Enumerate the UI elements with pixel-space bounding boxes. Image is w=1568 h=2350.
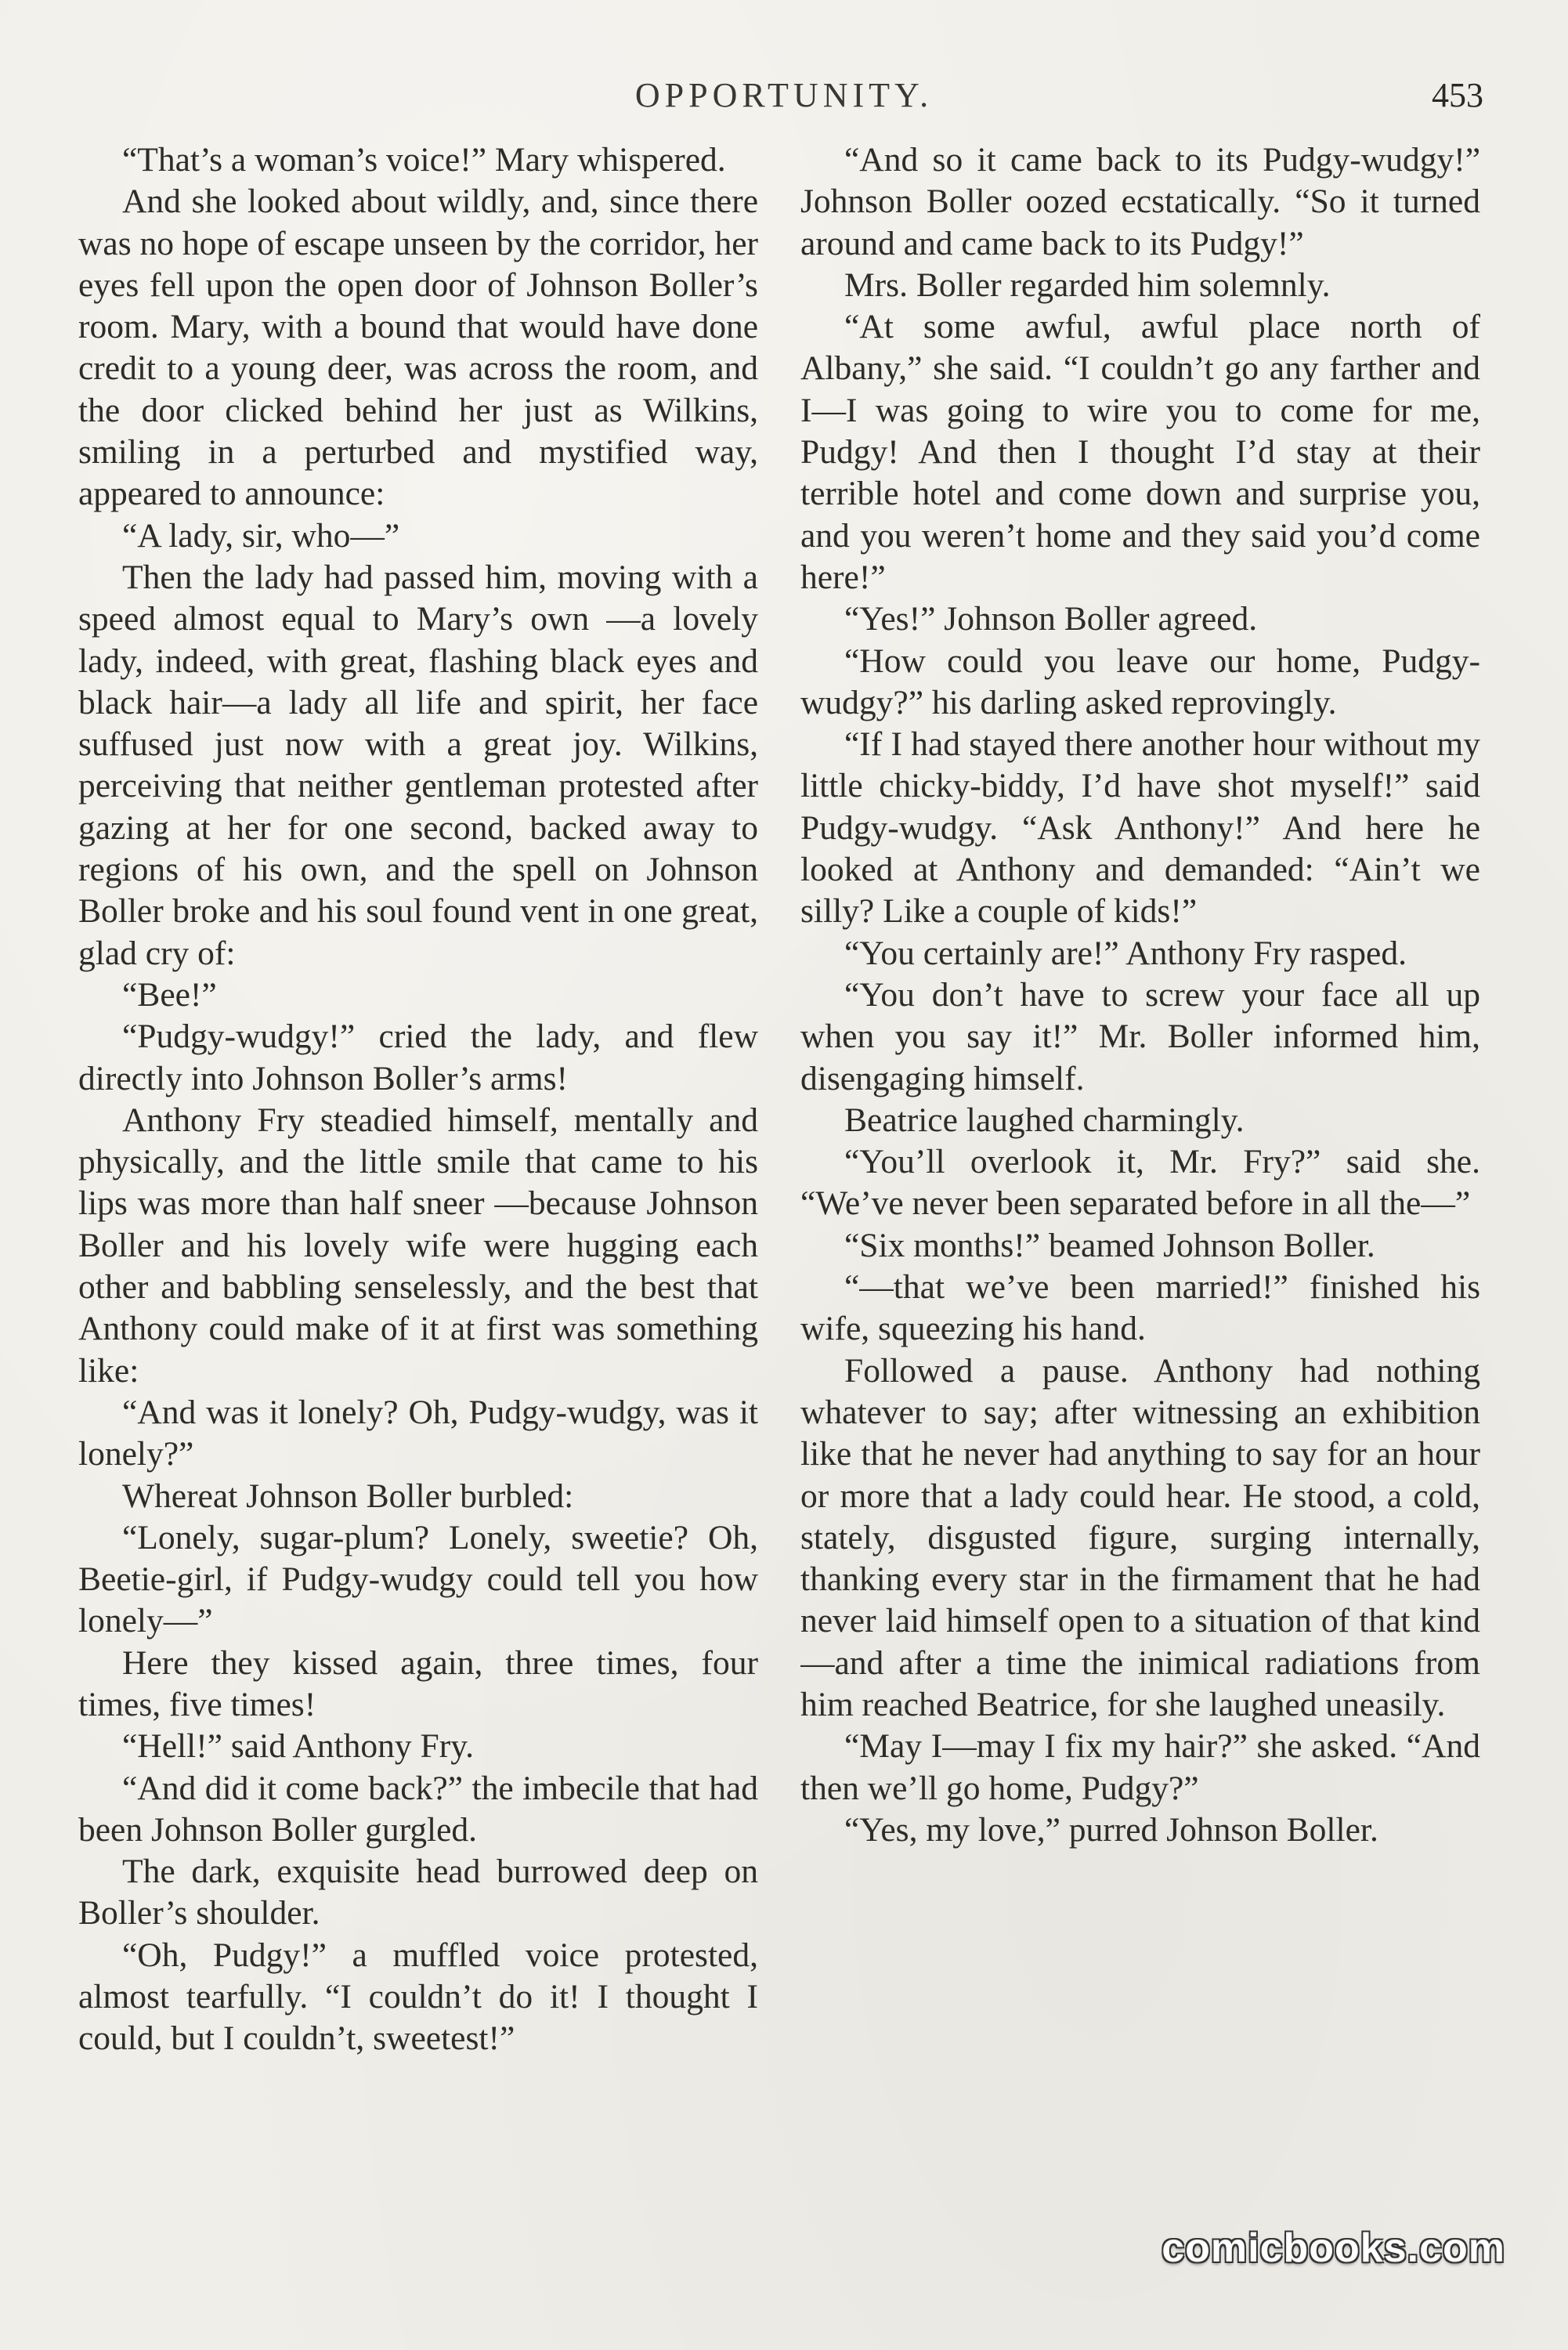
paragraph: “Hell!” said Anthony Fry. (122, 1727, 475, 1766)
paragraph: Beatrice laughed charmingly. (844, 1101, 1245, 1139)
right-text-column (800, 139, 1480, 2270)
paragraph: “You’ll overlook it, Mr. Fry?” said she. “We’ve never been separated before in all the—” (800, 1143, 1480, 1223)
paragraph: “—that we’ve been married!” finished his wife, squeezing his hand. (800, 1268, 1480, 1348)
paragraph: The dark, exquisite head burrowed deep on Boller’s shoulder. (78, 1853, 758, 1932)
paragraph: “Bee!” (122, 975, 217, 1014)
paragraph: “You certainly are!” Anthony Fry rasped. (844, 934, 1407, 972)
page-number: 453 (1432, 76, 1483, 114)
paragraph: Followed a pause. Anthony had nothing whatever to say; after witnessing an exhibition like that he never had anything to say for an hour or more that a lady could hear. He stood, a cold, stately, disgusted figure, surging internally, thanking every star in the firmament that he had never laid himself open to a situation of that kind—and after a time the inimical radiations from him reached Beatrice, for she laughed uneasily. (800, 1351, 1480, 1723)
paragraph: “Pudgy-wudgy!” cried the lady, and flew directly into Johnson Boller’s arms! (78, 1018, 758, 1097)
paragraph: “That’s a woman’s voice!” Mary whispered. (122, 141, 726, 179)
paragraph: “And was it lonely? Oh, Pudgy-wudgy, was it lonely?” (78, 1393, 758, 1473)
paragraph: Mrs. Boller regarded him solemnly. (844, 266, 1331, 304)
paragraph: “Lonely, sugar-plum? Lonely, sweetie? Oh, Beetie-girl, if Pudgy-wudgy could tell you how lonely—” (78, 1518, 758, 1640)
paragraph: “Six months!” beamed Johnson Boller. (844, 1226, 1375, 1264)
paragraph: “Yes, my love,” purred Johnson Boller. (844, 1810, 1378, 1849)
paragraph: Here they kissed again, three times, four times, five times! (78, 1643, 758, 1723)
paragraph: “Oh, Pudgy!” a muffled voice protested, almost tearfully. “I couldn’t do it! I thought I could, but I couldn’t, sweetest!” (78, 1936, 758, 2058)
paragraph: “You don’t have to screw your face all up when you say it!” Mr. Boller informed him, disengaging himself. (800, 975, 1480, 1097)
left-text-column (78, 139, 758, 2270)
running-head (0, 75, 1568, 122)
paragraph: “If I had stayed there another hour without my little chicky-biddy, I’d have shot myself!” said Pudgy-wudgy. “Ask Anthony!” And here he looked at Anthony and demanded: “Ain’t we silly? Like a couple of kids!” (800, 725, 1480, 931)
paragraph: Anthony Fry steadied himself, mentally and physically, and the little smile that came to his lips was more than half sneer —because Johnson Boller and his lovely wife were hugging each other and babbling senselessly, and the best that Anthony could make of it at first was something like: (78, 1101, 758, 1390)
paragraph: “May I—may I fix my hair?” she asked. “And then we’ll go home, Pudgy?” (800, 1727, 1480, 1807)
paragraph: “Yes!” Johnson Boller agreed. (844, 600, 1258, 638)
paragraph: “And so it came back to its Pudgy-wudgy!” Johnson Boller oozed ecstatically. “So it turned around and came back to its Pudgy!” (800, 141, 1480, 262)
watermark: comicbooks.com (1162, 2225, 1505, 2271)
paragraph: And she looked about wildly, and, since there was no hope of escape unseen by the corridor, her eyes fell upon the open door of Johnson Boller’s room. Mary, with a bound that would have done credit to a young deer, was across the room, and the door clicked behind her just as Wilkins, smiling in a perturbed and mystified way, appeared to announce: (78, 183, 758, 513)
running-title: OPPORTUNITY. (634, 76, 934, 114)
paragraph: “At some awful, awful place north of Albany,” she said. “I couldn’t go any farther and I—I was going to wire you to come for me, Pudgy! And then I thought I’d stay at their terrible hotel and come down and surprise you, and you weren’t home and they said you’d come here!” (800, 308, 1480, 596)
paragraph: “And did it come back?” the imbecile that had been Johnson Boller gurgled. (78, 1769, 758, 1849)
paragraph: “How could you leave our home, Pudgy-wudgy?” his darling asked reprovingly. (800, 642, 1480, 721)
paragraph: Then the lady had passed him, moving with a speed almost equal to Mary’s own —a lovely lady, indeed, with great, flashing black eyes and black hair—a lady all life and spirit, her face suffused just now with a great joy. Wilkins, perceiving that neither gentleman protested after gazing at her for one second, backed away to regions of his own, and the spell on Johnson Boller broke and his soul found vent in one great, glad cry of: (78, 558, 758, 972)
paragraph: “A lady, sir, who—” (122, 516, 400, 555)
paragraph: Whereat Johnson Boller burbled: (122, 1477, 574, 1515)
